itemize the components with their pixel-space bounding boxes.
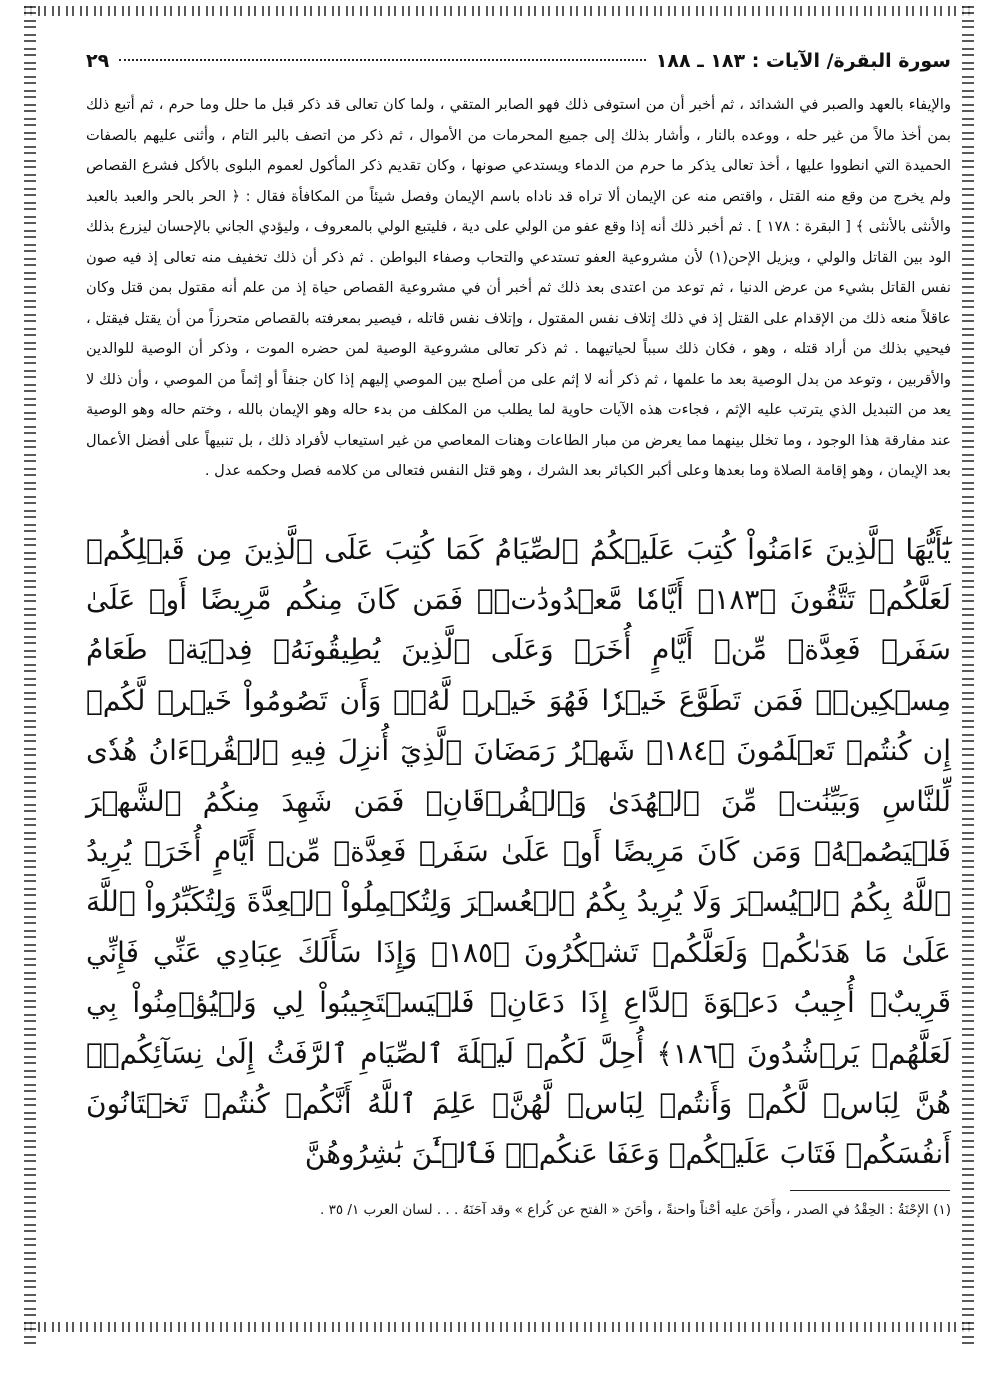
quran-verses: يَٰٓأَيُّهَا ٱلَّذِينَ ءَامَنُواْ كُتِبَ عَلَيۡكُمُ ٱلصِّيَامُ كَمَا كُتِبَ عَلَى ٱلَّذِينَ مِن قَبۡلِكُمۡ لَعَلَّكُمۡ تَتَّقُونَ ﴿١٨٣﴾ أَيَّامٗا مَّعۡدُودَٰتٖۚ فَمَن كَانَ مِنكُم مَّرِيضًا أَوۡ عَلَىٰ سَفَرٖ فَعِدَّةٞ مِّنۡ أَيَّامٍ أُخَرَۚ وَعَلَى ٱلَّذِينَ يُطِيقُونَهُۥ فِدۡيَةٞ طَعَامُ مِسۡكِينٖۖ فَمَن تَطَوَّعَ خَيۡرٗا فَهُوَ خَيۡرٞ لَّهُۥۚ وَأَن تَصُومُواْ خَيۡرٞ لَّكُمۡ إِن كُنتُمۡ تَعۡلَمُونَ ﴿١٨٤﴾ شَهۡرُ رَمَضَانَ ٱلَّذِيٓ أُنزِلَ فِيهِ ٱلۡقُرۡءَانُ هُدٗى لِّلنَّاسِ وَبَيِّنَٰتٖ مِّنَ ٱلۡهُدَىٰ وَٱلۡفُرۡقَانِۚ فَمَن شَهِدَ مِنكُمُ ٱلشَّهۡرَ فَلۡيَصُمۡهُۖ وَمَن كَانَ مَرِيضًا أَوۡ عَلَىٰ سَفَرٖ فَعِدَّةٞ مِّنۡ أَيَّامٍ أُخَرَۗ يُرِيدُ ٱللَّهُ بِكُمُ ٱلۡيُسۡرَ وَلَا يُرِيدُ بِكُمُ ٱلۡعُسۡرَ وَلِتُكۡمِلُواْ ٱلۡعِدَّةَ وَلِتُكَبِّرُواْ ٱللَّهَ عَلَىٰ مَا هَدَىٰكُمۡ وَلَعَلَّكُمۡ تَشۡكُرُونَ ﴿١٨٥﴾ وَإِذَا سَأَلَكَ عِبَادِي عَنِّي فَإِنِّي قَرِيبٌۖ أُجِيبُ دَعۡوَةَ ٱلدَّاعِ إِذَا دَعَانِۖ فَلۡيَسۡتَجِيبُواْ لِي وَلۡيُؤۡمِنُواْ بِي لَعَلَّهُمۡ يَرۡشُدُونَ ﴿١٨٦﴾ أُحِلَّ لَكُمۡ لَيۡلَةَ ٱلصِّيَامِ ٱلرَّفَثُ إِلَىٰ نِسَآئِكُمۡۚ هُنَّ لِبَاسٞ لَّكُمۡ وَأَنتُمۡ لِبَاسٞ لَّهُنَّۗ عَلِمَ ٱللَّهُ أَنَّكُمۡ كُنتُمۡ تَخۡتَانُونَ أَنفُسَكُمۡ فَتَابَ عَلَيۡكُمۡ وَعَفَا عَنكُمۡۖ فَٱلۡـَٰٔنَ بَٰشِرُوهُنَّ [86, 532, 952, 1171]
border-left-ornament [24, 6, 36, 1344]
border-bottom-ornament [24, 1322, 974, 1332]
footnote-separator [790, 1190, 950, 1191]
page-content [86, 50, 951, 1180]
border-top-ornament [24, 6, 974, 16]
page-number: ٢٩ [86, 50, 110, 72]
header-dots [119, 59, 646, 61]
border-right-ornament [962, 6, 974, 1344]
quran-block [86, 525, 951, 1180]
running-title: سورة البقرة/ الآيات : ١٨٣ ـ ١٨٨ [655, 50, 951, 72]
page-header [86, 50, 951, 90]
tafsir-paragraph: والإيفاء بالعهد والصبر في الشدائد ، ثم أخبر أن من استوفى ذلك فهو الصابر المتقي ، ولما كان تعالى قد ذكر قبل ما حلل وما حرم ، ثم أتبع ذلك بمن أخذ مالاً من غير حله ، ووعده بالنار ، وأشار بذلك إلى جميع المحرمات من الأموال ، ثم ذكر من اتصف بالبر التام ، وأثنى عليهم بالصفات الحميدة التي انطووا عليها ، أخذ تعالى يذكر ما حرم من الدماء ويستدعي صونها ، وكان تقديم ذكر المأكول لعموم البلوى بالأكل فشرع القصاص ولم يخرج من وقع منه القتل ، واقتص منه عن الإيمان ألا تراه قد ناداه باسم الإيمان وفصل شيئاً من المكافأة فقال : ﴿ الحر بالحر والعبد بالعبد والأنثى بالأنثى ﴾ [ البقرة : ١٧٨ ] . ثم أخبر ذلك أنه إذا وقع عفو من الولي على دية ، فليتبع الولي بالمعروف ، وليؤدي الجاني بالإحسان ليزرع بذلك الود بين القاتل والولي ، ويزيل الإحن(١) لأن مشروعية العفو تستدعي والتحاب وصفاء البواطن . ثم ذكر أن ذلك تخفيف منه تعالى إذ فيه صون نفس القاتل بشيء من عرض الدنيا ، ثم توعد من اعتدى بعد ذلك ثم أخبر أن في مشروعية القصاص حياة إذ من علم أنه مقتول بمن قتل وكان عاقلاً منعه ذلك من الإقدام على القتل إذ في ذلك إتلاف نفس المقتول ، وإتلاف نفس قاتله ، فيصير بمعرفته بالقصاص متحرزاً من أن يقتل فيقتل ، فيحيي بذلك من أراد قتله ، وهو ، فكان ذلك سبباً لحياتيهما . ثم ذكر تعالى مشروعية الوصية لمن حضره الموت ، وذكر أن الوصية للوالدين والأقربين ، وتوعد من بدل الوصية بعد ما علمها ، ثم ذكر أنه لا إثم على من أصلح بين الموصي إليهم إذا كان جنفاً أو إثماً من الموصي ، وأن ذلك لا يعد من التبديل الذي يترتب عليه الإثم ، فجاءت هذه الآيات حاوية لما يطلب من المكلف من بدء حاله وهو الإيمان بالله ، وختم حاله وهو الوصية عند مفارقة هذا الوجود ، وما تخلل بينهما مما يعرض من مبار الطاعات وهنات المعاصي من غير استيعاب لأفراد ذلك ، بل تنبيهاً على أفضل الأعمال بعد الإيمان ، وهو إقامة الصلاة وما بعدها وعلى أكبر الكبائر بعد الشرك ، وهو قتل النفس فتعالى من كلامه فصل وحكمه عدل . [86, 96, 951, 479]
footnote: (١) الإحْنَةُ : الحِقْدُ في الصدر ، وأَحَنَ عليه أحْناً واحنةً ، وأحَنَ « الفتح عن كُراع » وقد آحَنَهُ . . . لسان العرب ١/ ٣٥ . [320, 1202, 951, 1218]
tafsir-text [86, 90, 951, 487]
